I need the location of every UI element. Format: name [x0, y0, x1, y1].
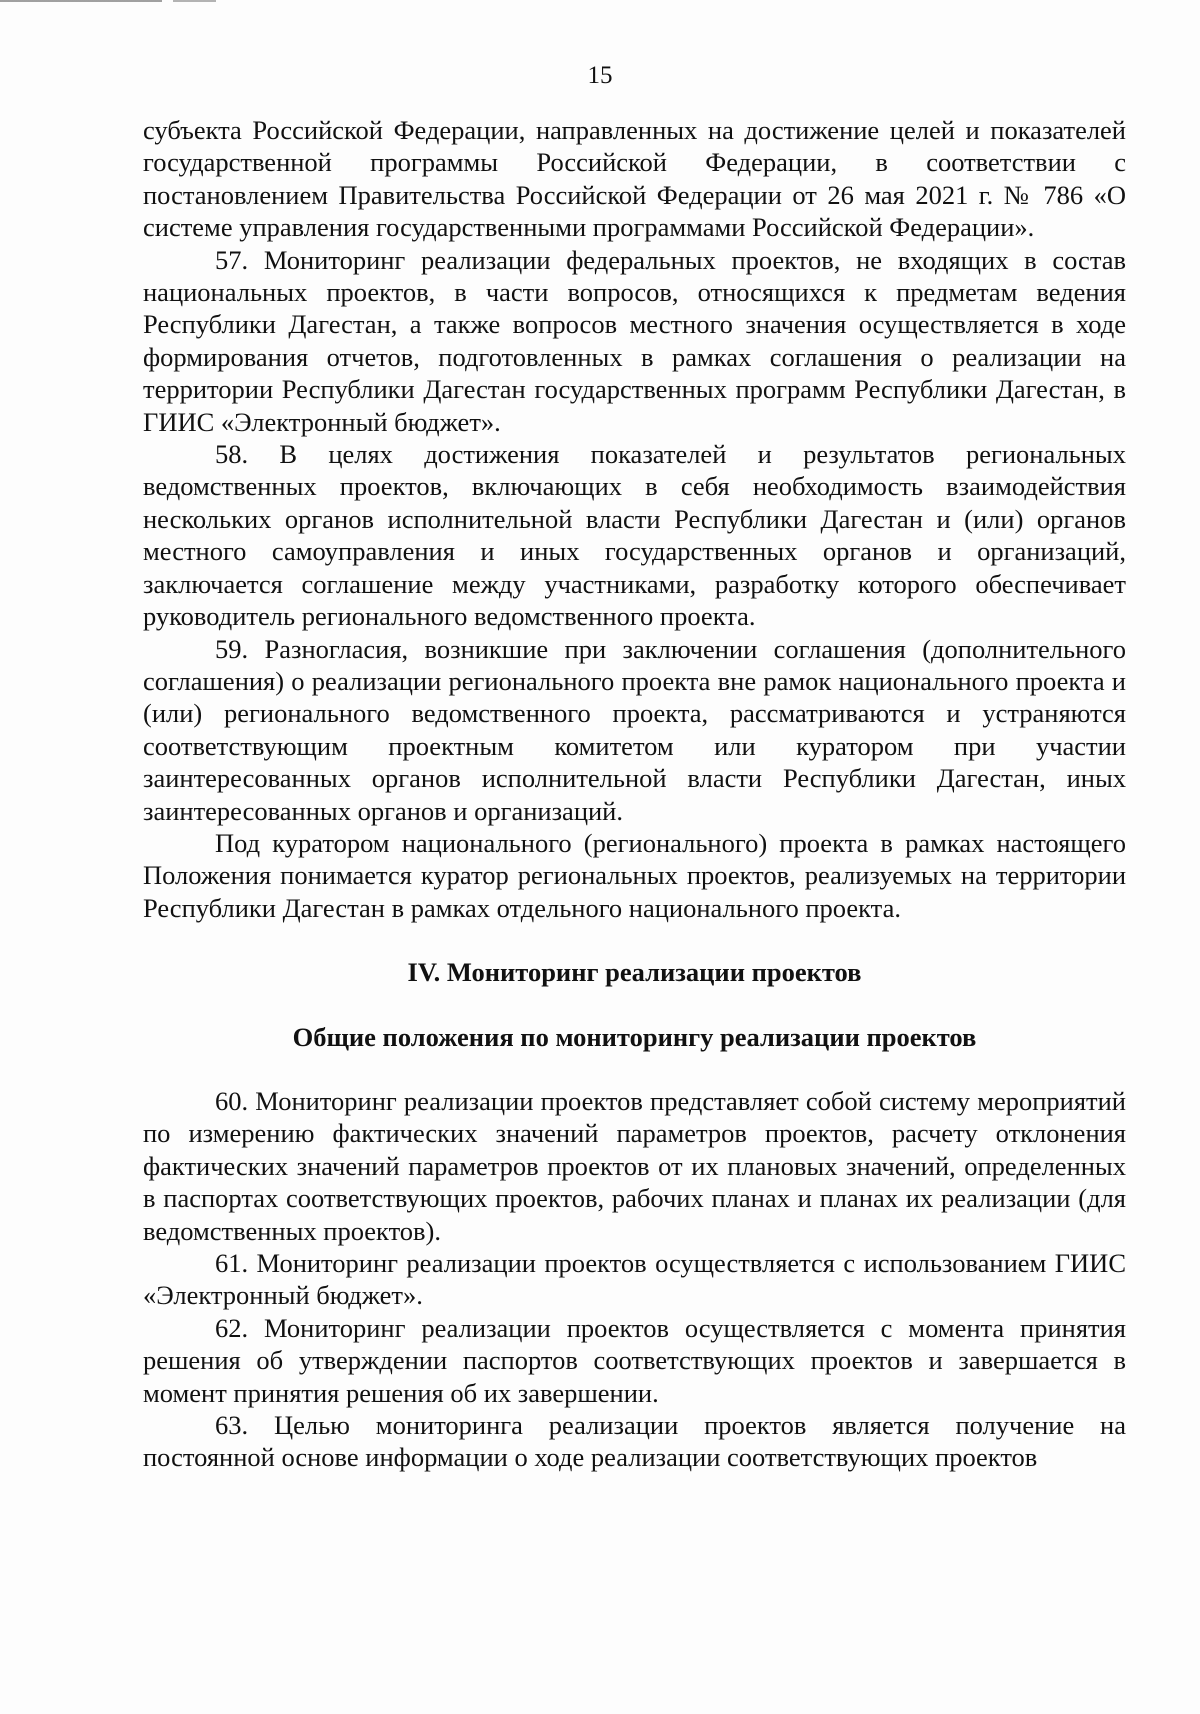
paragraph-57: 57. Мониторинг реализации федеральных проектов, не входящих в состав национальных проектов, в части вопросов, относящихся к предметам ведения Республики Дагестан, а также вопросов местного значения осуществляется в ходе формирования отчетов, подготовленных в рамках соглашения о реализации на территории Республики Дагестан государственных программ Республики Дагестан, в ГИИС «Электронный бюджет».	[143, 244, 1126, 437]
section-heading: IV. Мониторинг реализации проектов	[407, 957, 862, 988]
page-number: 15	[587, 62, 613, 89]
paragraph-61: 61. Мониторинг реализации проектов осуществляется с использованием ГИИС «Электронный бюджет».	[143, 1248, 1126, 1311]
paragraph-continuation: субъекта Российской Федерации, направленных на достижение целей и показателей государственной программы Российской Федерации, в соответствии с постановлением Правительства Российской Федерации от 26 мая 2021 г. № 786 «О системе управления государственными программами Российской Федерации».	[143, 115, 1126, 243]
scan-edge-mark	[0, 0, 270, 2]
paragraph-curator-definition: Под куратором национального (регионального) проекта в рамках настоящего Положения понимается куратор региональных проектов, реализуемых на территории Республики Дагестан в рамках отдельного национального проекта.	[143, 827, 1126, 923]
paragraph-63: 63. Целью мониторинга реализации проектов является получение на постоянной основе информации о ходе реализации соответствующих проектов	[143, 1410, 1126, 1473]
paragraph-59: 59. Разногласия, возникшие при заключении соглашения (дополнительного соглашения) о реализации регионального проекта вне рамок национального проекта и (или) регионального ведомственного проекта, рассматриваются и устраняются соответствующим проектным комитетом или куратором при участии заинтересованных органов исполнительной власти Республики Дагестан, иных заинтересованных органов и организаций.	[143, 633, 1126, 826]
subsection-heading: Общие положения по мониторингу реализации проектов	[292, 1021, 977, 1052]
paragraph-60: 60. Мониторинг реализации проектов представляет собой систему мероприятий по измерению фактических значений параметров проектов, расчету отклонения фактических значений параметров проектов от их плановых значений, определенных в паспортах соответствующих проектов, рабочих планах и планах их реализации (для ведомственных проектов).	[143, 1085, 1126, 1246]
paragraph-58: 58. В целях достижения показателей и результатов региональных ведомственных проектов, включающих в себя необходимость взаимодействия нескольких органов исполнительной власти Республики Дагестан и (или) органов местного самоуправления и иных государственных органов и организаций, заключается соглашение между участниками, разработку которого обеспечивает руководитель регионального ведомственного проекта.	[143, 439, 1126, 632]
document-body	[143, 114, 1126, 1474]
paragraph-62: 62. Мониторинг реализации проектов осуществляется с момента принятия решения об утверждении паспортов соответствующих проектов и завершается в момент принятия решения об их завершении.	[143, 1312, 1126, 1408]
